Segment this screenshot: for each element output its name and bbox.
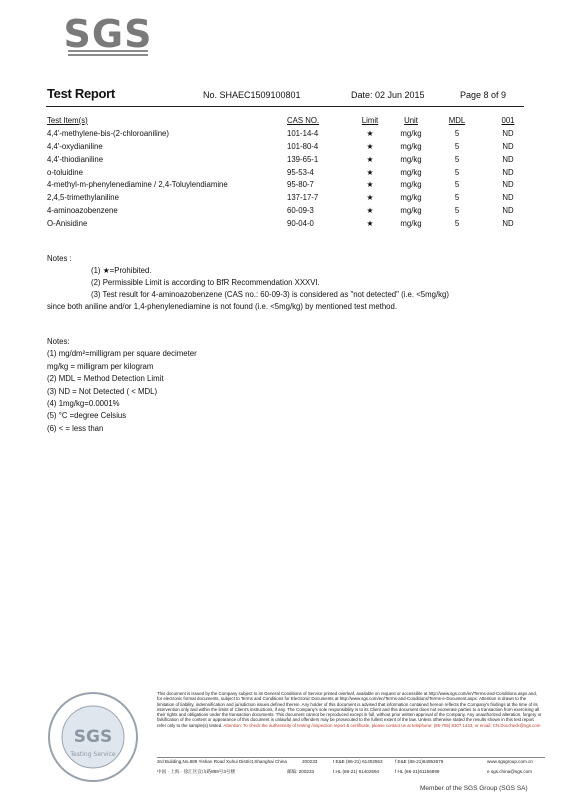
table-header-row xyxy=(47,116,525,129)
cell-mdl: 5 xyxy=(454,193,460,203)
cell-test-item: 4-aminoazobenzene xyxy=(47,206,118,216)
cell-cas: 95-53-4 xyxy=(287,167,314,177)
table-row xyxy=(47,193,525,206)
table-row xyxy=(47,155,525,168)
table-row xyxy=(47,219,525,232)
cell-result: ND xyxy=(502,128,514,138)
report-title: Test Report xyxy=(47,86,115,101)
notes-section xyxy=(47,253,537,313)
footer-contact xyxy=(157,759,547,779)
report-date: Date: 02 Jun 2015 xyxy=(351,90,425,100)
cell-limit: ★ xyxy=(366,141,374,151)
definition-line: mg/kg = milligram per kilogram xyxy=(47,361,154,371)
cell-cas: 139-65-1 xyxy=(287,154,319,164)
tel-cn: t HL (86-21) 61402594 xyxy=(333,769,380,774)
zip-cn: 邮编: 200233 xyxy=(287,769,315,774)
cell-limit: ★ xyxy=(366,219,374,229)
definition-line: (5) °C =degree Celsius xyxy=(47,411,127,421)
col-header-mdl: MDL xyxy=(448,116,466,125)
logo-text: SGS xyxy=(63,12,153,56)
cell-result: ND xyxy=(502,180,514,190)
cell-unit: mg/kg xyxy=(400,128,422,138)
cell-cas: 60-09-3 xyxy=(287,206,314,216)
definition-line: (3) ND = Not Detected ( < MDL) xyxy=(47,386,158,396)
definitions-section xyxy=(47,336,197,435)
cell-unit: mg/kg xyxy=(400,180,422,190)
address-en: 3rd Building,No.889 Yishan Road Xuhui District,Shanghai China xyxy=(157,759,287,764)
cell-test-item: 4,4'-thiodianiline xyxy=(47,154,104,164)
cell-mdl: 5 xyxy=(454,219,460,229)
seal-text: SGS xyxy=(73,727,113,747)
fax-en: f E&E (86-21)64953679 xyxy=(395,759,444,764)
cell-result: ND xyxy=(502,219,514,229)
table-row xyxy=(47,129,525,142)
cell-result: ND xyxy=(502,193,514,203)
page-indicator: Page 8 of 9 xyxy=(460,90,507,100)
results-table xyxy=(47,116,525,232)
cell-mdl: 5 xyxy=(454,180,460,190)
seal-subtext: Testing Service xyxy=(70,751,116,758)
cell-unit: mg/kg xyxy=(400,154,422,164)
cell-cas: 90-04-0 xyxy=(287,219,314,229)
fax-cn: f HL (86-21)61156899 xyxy=(395,769,440,774)
table-row xyxy=(47,142,525,155)
cell-mdl: 5 xyxy=(454,128,460,138)
cell-result: ND xyxy=(502,206,514,216)
col-header-cas: CAS NO. xyxy=(287,116,320,125)
report-number: No. SHAEC1509100801 xyxy=(203,90,301,100)
cell-cas: 137-17-7 xyxy=(287,193,319,203)
sgs-logo xyxy=(63,12,153,58)
cell-mdl: 5 xyxy=(454,154,460,164)
table-row xyxy=(47,206,525,219)
email: e sgs.china@sgs.com xyxy=(487,769,533,774)
legal-body: This document is issued by the Company subject to its General Conditions of Service printed overleaf, available on request or accessible at http://www.sgs.com/en/Terms-and-Conditions.aspx and, for electronic format documents, subject to Terms and Conditions for Electronic Documents at http://www.sgs.com/en/Terms-and-Conditions/Terms-e-Document.aspx. Attention is drawn to the limitation of liability, indemnification and jurisdiction issues defined therein. Any holder of this document is advised that information contained hereon reflects the Company's findings at the time of its intervention only and within the limits of Client's instructions, if any. The Company's sole responsibility is to its Client and this document does not exonerate parties to a transaction from exercising all their rights and obligations under the transaction documents. This document cannot be reproduced except in full, without prior written approval of the Company. Any unauthorized alteration, forgery or falsification of the content or appearance of this document is unlawful and offenders may be prosecuted to the fullest extent of the law. Unless otherwise stated the results shown in this test report refer only to the sample(s) tested. xyxy=(157,691,542,728)
cell-limit: ★ xyxy=(366,193,374,203)
cell-result: ND xyxy=(502,141,514,151)
col-header-unit: Unit xyxy=(404,116,418,125)
cell-limit: ★ xyxy=(366,128,374,138)
cell-unit: mg/kg xyxy=(400,219,422,229)
definition-line: (1) mg/dm²=milligram per square decimeter xyxy=(47,349,197,359)
cell-cas: 95-80-7 xyxy=(287,180,314,190)
cell-result: ND xyxy=(502,167,514,177)
header-rule xyxy=(46,106,524,107)
definitions-heading: Notes: xyxy=(47,337,70,346)
note-prohibited: (1) ★=Prohibited. xyxy=(91,266,152,275)
cell-test-item: 4,4'-oxydianiline xyxy=(47,141,103,151)
col-header-test-item: Test Item(s) xyxy=(47,116,88,125)
cell-test-item: O-Anisidine xyxy=(47,219,88,229)
definition-line: (4) 1mg/kg=0.0001% xyxy=(47,399,120,409)
member-line: Member of the SGS Group (SGS SA) xyxy=(420,785,528,792)
cell-test-item: 4,4'-methylene-bis-(2-chloroaniline) xyxy=(47,128,169,138)
table-row xyxy=(47,180,525,193)
cell-limit: ★ xyxy=(366,180,374,190)
definition-line: (6) < = less than xyxy=(47,423,104,433)
definition-line: (2) MDL = Method Detection Limit xyxy=(47,374,164,384)
table-row xyxy=(47,168,525,181)
cell-limit: ★ xyxy=(366,167,374,177)
cell-unit: mg/kg xyxy=(400,193,422,203)
cell-test-item: 2,4,5-trimethylaniline xyxy=(47,193,119,203)
website: www.sgsgroup.com.cn xyxy=(487,759,533,764)
zip-en: 200233 xyxy=(302,759,318,764)
note-permissible-limit: (2) Permissible Limit is according to BfR Recommendation XXXVI. xyxy=(91,278,320,287)
cell-mdl: 5 xyxy=(454,141,460,151)
cell-unit: mg/kg xyxy=(400,141,422,151)
cell-limit: ★ xyxy=(366,154,374,164)
cell-test-item: 4-methyl-m-phenylenediamine / 2,4-Toluylendiamine xyxy=(47,180,228,190)
cell-result: ND xyxy=(502,154,514,164)
testing-service-seal xyxy=(46,690,140,784)
col-header-limit: Limit xyxy=(361,116,379,125)
address-cn: 中国 · 上海 · 徐汇区宜山路889号3号楼 xyxy=(157,769,236,774)
cell-test-item: o-toluidine xyxy=(47,167,83,177)
note-aminoazobenzene: (3) Test result for 4-aminoazobenzene (CAS no.: 60-09-3) is considered as "not detected" (i.e. <5mg/kg) xyxy=(91,290,449,299)
footer-rule xyxy=(157,757,545,758)
cell-unit: mg/kg xyxy=(400,167,422,177)
note-aminoazobenzene-cont: since both aniline and/or 1,4-phenylenediamine is not found (i.e. <5mg/kg) by mentioned test method. xyxy=(47,302,397,311)
col-header-sample: 001 xyxy=(501,116,515,125)
cell-mdl: 5 xyxy=(454,167,460,177)
cell-cas: 101-80-4 xyxy=(287,141,319,151)
legal-attention: Attention: To check the authenticity of testing /inspection report & certificate, please contact us at telephone: (86-755) 8307 1443, or email: CN.Doccheck@sgs.com xyxy=(223,722,541,728)
cell-cas: 101-14-4 xyxy=(287,128,319,138)
legal-disclaimer xyxy=(157,691,542,728)
cell-unit: mg/kg xyxy=(400,206,422,216)
cell-limit: ★ xyxy=(366,206,374,216)
cell-mdl: 5 xyxy=(454,206,460,216)
notes-heading: Notes : xyxy=(47,254,72,263)
tel-en: t E&E (86-21) 61402553 xyxy=(333,759,383,764)
